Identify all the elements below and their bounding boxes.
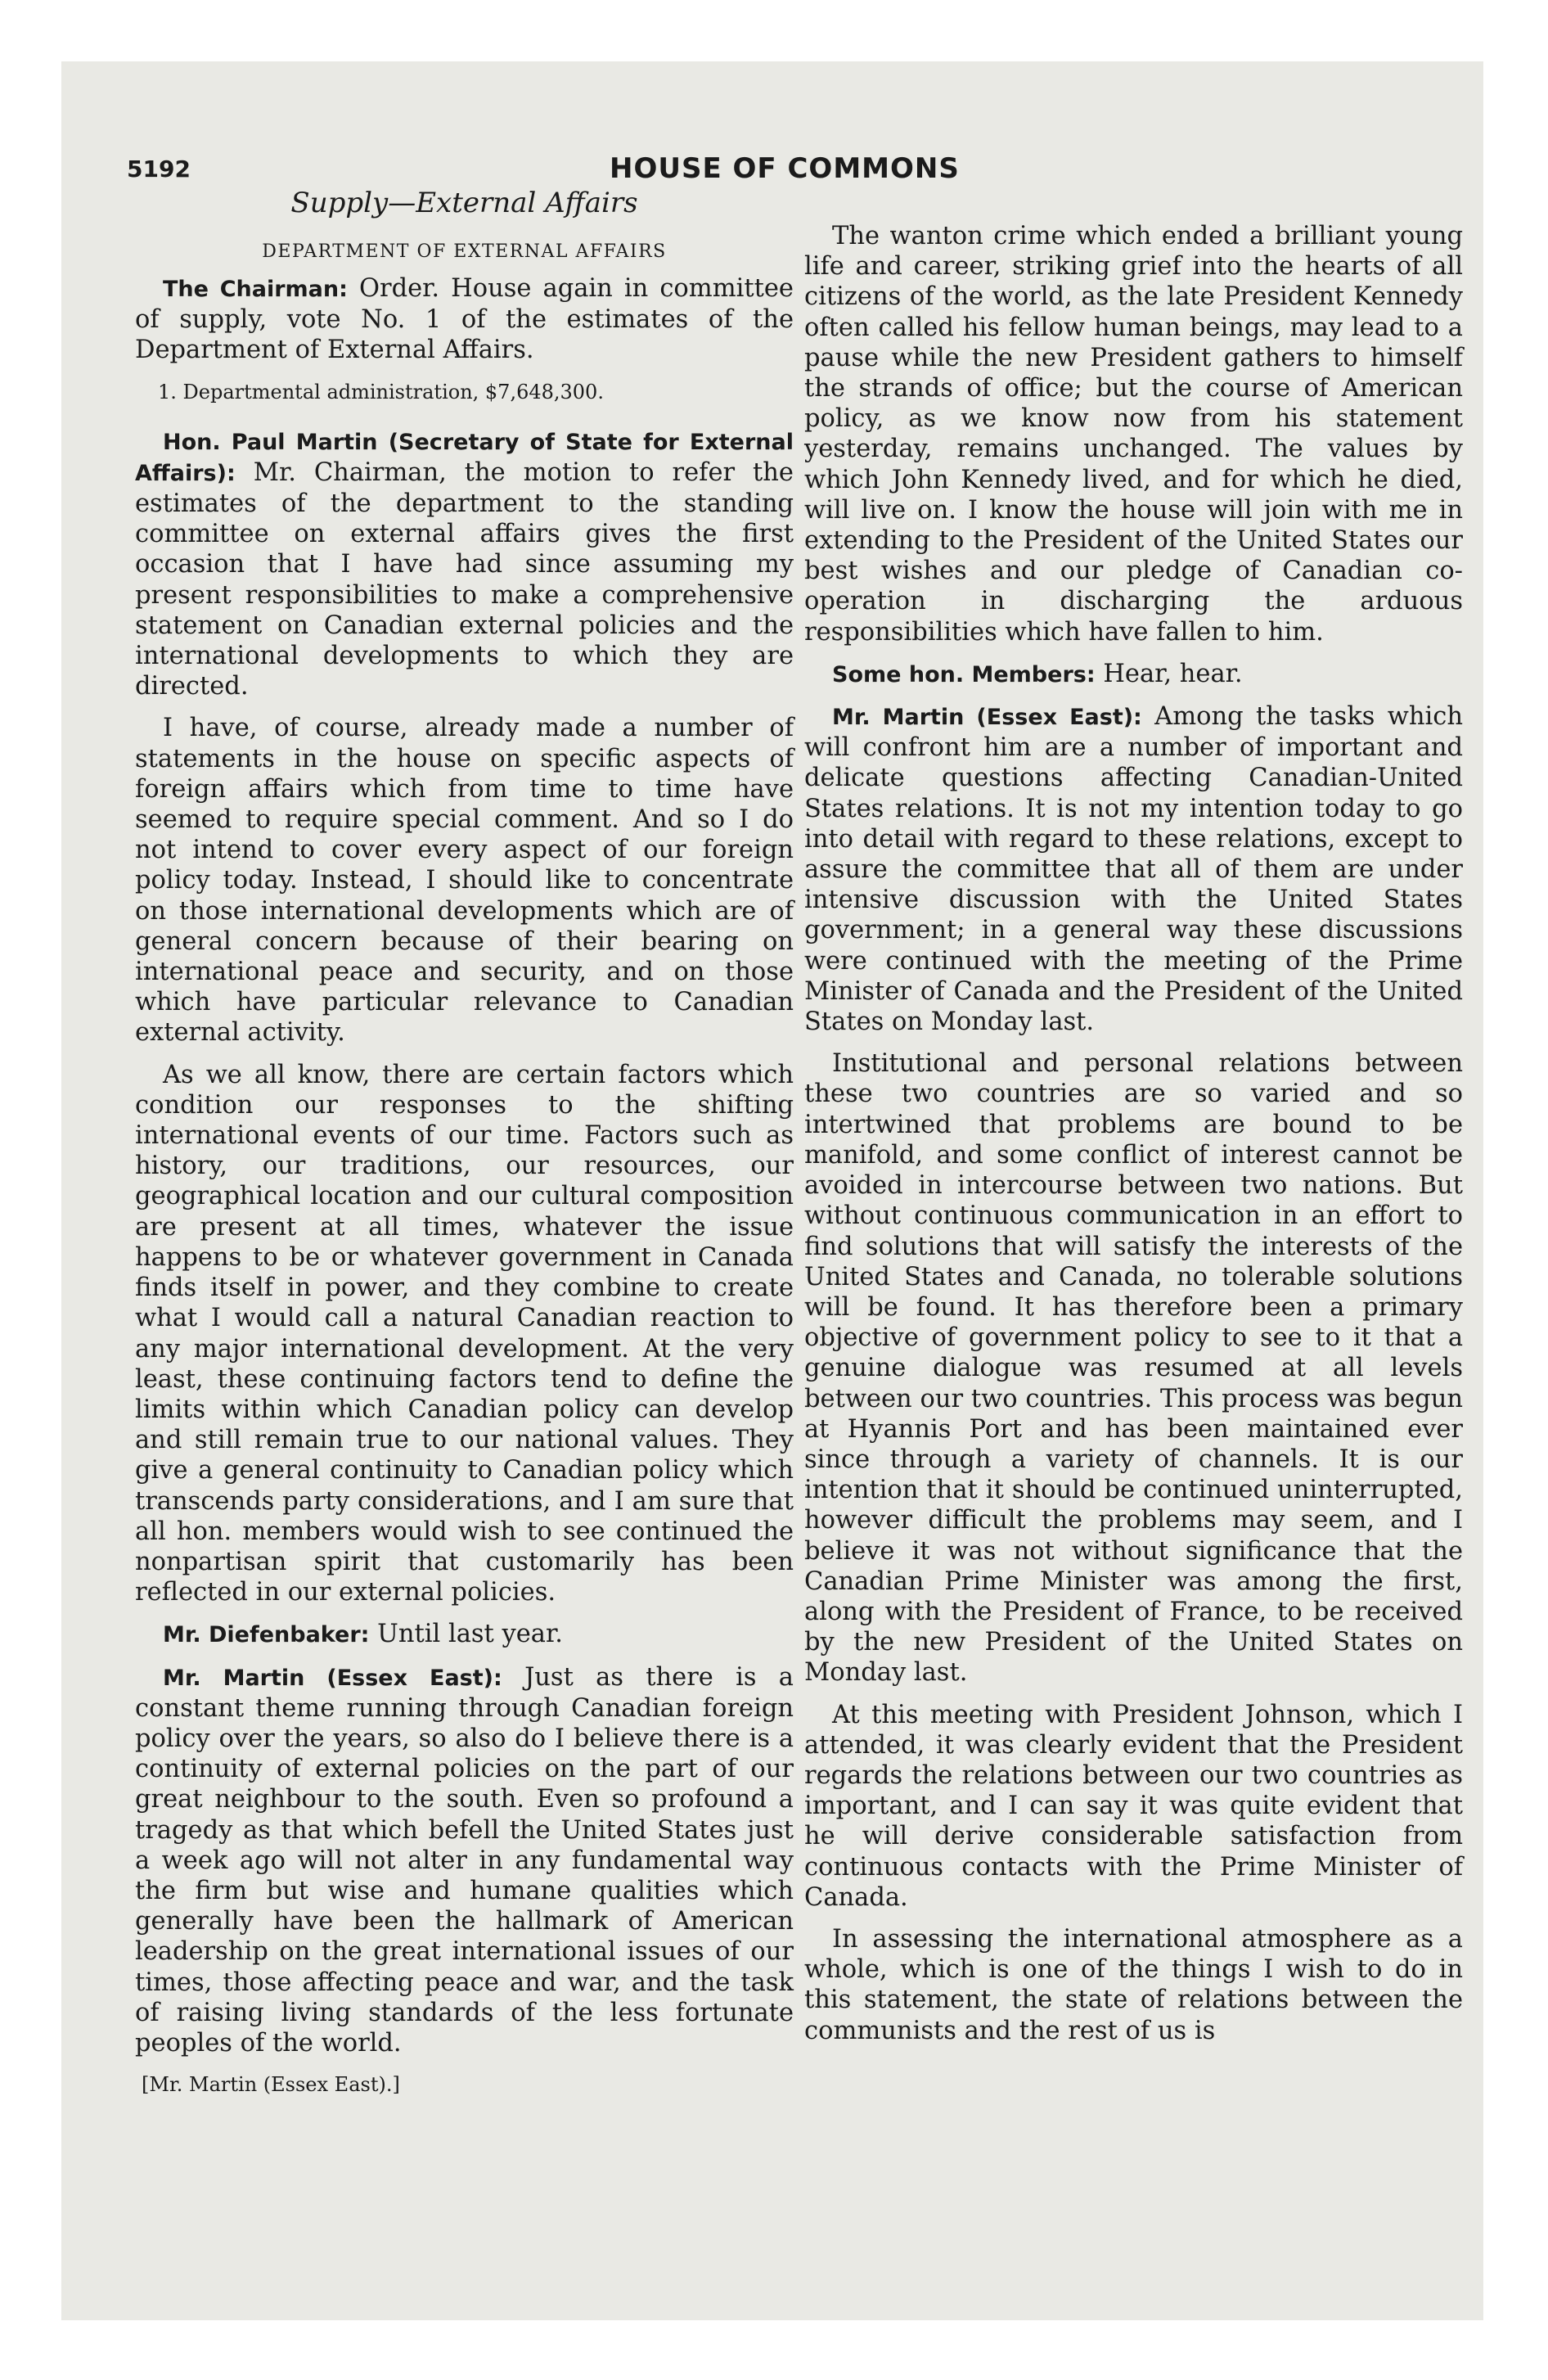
running-head: HOUSE OF COMMONS [610,152,960,185]
speaker: Mr. Martin (Essex East): [163,1665,502,1691]
speaker: Mr. Martin (Essex East): [832,705,1142,731]
paragraph: The wanton crime which ended a brilliant young life and career, striking grief into the hearts of all citizens of the world, as the late President Kennedy often called his fellow human beings, may lead to a pause while the new President gathers to himself the strands of office; but the course of American policy, as we know now from his statement yesterday, remains unchanged. The values by which John Kennedy lived, and for which he died, will live on. I know the house will join with me in extending to the President of the United States our best wishes and our pledge of Canadian co-operation in discharging the arduous responsibilities which have fallen to him. [804,222,1463,647]
speech-text: Hear, hear. [1095,659,1243,688]
speech-text: Just as there is a constant theme running through Canadian foreign policy over the years, so also do I believe there is a continuity of external policies on the part of our great neighbour to the south. Even so profound a tragedy as that which befell the United States just a week ago will not alter in any fundamental way the firm but wise and humane qualities which generally have been the hallmark of American leadership on the great international issues of our times, those affecting peace and war, and the task of raising living standards of the less fortunate peoples of the world. [135,1662,794,2058]
speaker: The Chairman: [163,277,348,302]
paragraph: At this meeting with President Johnson, which I attended, it was clearly evident that the President regards the relations between our two countries as important, and I can say it was quite evident that he will derive considerable satisfaction from continuous contacts with the Prime Minister of Canada. [804,1700,1463,1912]
right-column [804,221,1463,2058]
paragraph [135,426,794,702]
speech-text: Among the tasks which will confront him are a number of important and delicate questions affecting Canadian-United States relations. It is not my intention today to go into detail with regard to these relations, except to assure the committee that all of them are under intensive discussion with the United States government; in a general way these discussions were continued with the meeting of the Prime Minister of Canada and the President of the United States on Monday last. [804,702,1463,1037]
paragraph [804,701,1463,1037]
paragraph [135,273,794,366]
speaker: Some hon. Members: [832,661,1096,687]
paragraph [804,659,1463,690]
paragraph: I have, of course, already made a number of statements in the house on specific aspects of foreign affairs which from time to time have seemed to require special comment. And so I do not intend to cover every aspect of our foreign policy today. Instead, I should like to concentrate on those international developments which are of general concern because of their bearing on international peace and security, and on those which have particular relevance to Canadian external activity. [135,714,794,1048]
paragraph [135,1619,794,1650]
left-column [135,185,794,2100]
speaker: Hon. Paul Martin (Secretary of State for External Affairs): [135,429,794,486]
paragraph: Institutional and personal relations between these two countries are so varied and so intertwined that problems are bound to be manifold, and some conflict of interest cannot be avoided in intercourse between two nations. But without continuous communication in an effort to find solutions that will satisfy the interests of the United States and Canada, no tolerable solutions will be found. It has therefore been a primary objective of government policy to see to it that a genuine dialogue was resumed at all levels between our two countries. This process was begun at Hyannis Port and has been maintained ever since through a variety of channels. It is our intention that it should be continued uninterrupted, however difficult the problems may seem, and I believe it was not without significance that the Canadian Prime Minister was among the first, along with the President of France, to be received by the new President of the United States on Monday last. [804,1049,1463,1688]
subhead: Supply—External Affairs [290,187,638,219]
speech-text: Mr. Chairman, the motion to refer the estimates of the department to the standing committee on external affairs gives the first occasion that I have had since assuming my present responsibilities to make a comprehensive statement on Canadian external policies and the international developments to which they are directed. [135,458,794,701]
paragraph: In assessing the international atmosphere as a whole, which is one of the things I wish to do in this statement, the state of relations between the communists and the rest of us is [804,1924,1463,2045]
estimate-item: 1. Departmental administration, $7,648,300. [158,380,604,403]
section-title: DEPARTMENT OF EXTERNAL AFFAIRS [262,241,667,262]
paragraph: As we all know, there are certain factors which condition our responses to the shifting international events of our time. Factors such as history, our traditions, our resources, our geographical location and our cultural composition are present at all times, whatever the issue happens to be or whatever government in Canada finds itself in power, and they combine to create what I would call a natural Canadian reaction to any major international development. At the very least, these continuing factors tend to define the limits within which Canadian policy can develop and still remain true to our national values. They give a general continuity to Canadian policy which transcends party considerations, and I am sure that all hon. members would wish to see continued the nonpartisan spirit that customarily has been reflected in our external policies. [135,1060,794,1607]
paragraph [135,1662,794,2059]
speaker: Mr. Diefenbaker: [163,1622,370,1648]
speech-text: Order. House again in committee of supply, vote No. 1 of the estimates of the Department of External Affairs. [135,274,794,365]
speech-text: Until last year. [369,1620,563,1649]
speaker-signature: [Mr. Martin (Essex East).] [142,2073,400,2097]
page-number: 5192 [127,156,191,183]
